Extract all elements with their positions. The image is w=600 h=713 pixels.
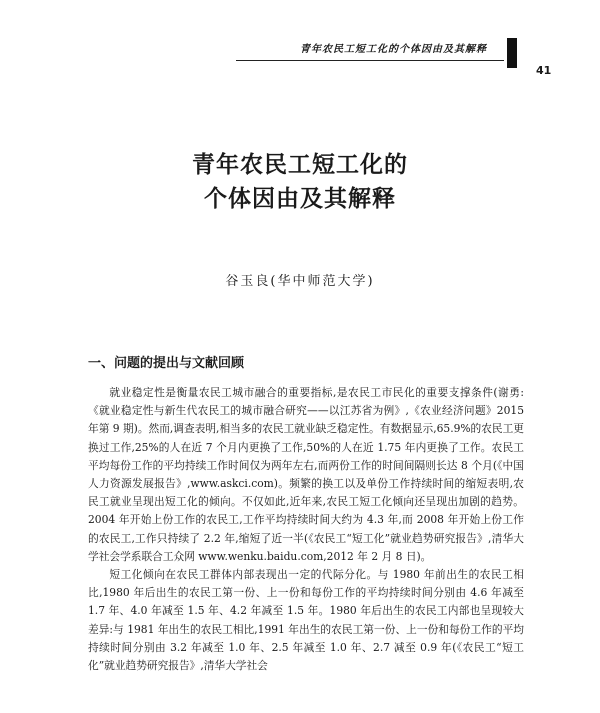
paragraph-1: 就业稳定性是衡量农民工城市融合的重要指标,是农民工市民化的重要支撑条件(谢勇:《就业稳定性与新生代农民工的城市融合研究——以江苏省为例》,《农业经济问题》2015 年第 9 期)。然而,调查表明,相当多的农民工就业缺乏稳定性。有数据显示,65.9%的农民工更换过工作,25%的人在近 7 个月内更换了工作,50%的人在近 1.75 年内更换了工作。农民工平均每份工作的平均持续工作时间仅为两年左右,而两份工作的时间间隔则长达 8 个月(《中国人力资源发展报告》,www.askci.com)。频繁的换工以及单份工作持续时间的缩短表明,农民工就业呈现出短工化的倾向。不仅如此,近年来,农民工短工化倾向还呈现出加剧的趋势。2004 年开始上份工作的农民工,工作平均持续时间大约为 4.3 年,而 2008 年开始上份工作的农民工,工作只持续了 2.2 年,缩短了近一半(《农民工“短工化”就业趋势研究报告》,清华大学社会学系联合工众网 www.wenku.baidu.com,2012 年 2 月 8 日)。 xyxy=(88,386,524,563)
title-line-2: 个体因由及其解释 xyxy=(204,185,396,212)
body-text xyxy=(88,384,524,675)
header-bar xyxy=(507,38,517,68)
paragraph-2: 短工化倾向在农民工群体内部表现出一定的代际分化。与 1980 年前出生的农民工相比,1980 年后出生的农民工第一份、上一份和每份工作的平均持续时间分别由 4.6 年减至 1.7 年、4.0 年减至 1.5 年、4.2 年减至 1.5 年。1980 年后出生的农民工内部也呈现较大差异:与 1981 年出生的农民工相比,1991 年出生的农民工第一份、上一份和每份工作的平均持续时间分别由 3.2 年减至 1.0 年、2.5 年减至 1.0 年、2.7 减至 0.9 年(《农民工“短工化”就业趋势研究报告》,清华大学社会 xyxy=(88,568,524,673)
article-title xyxy=(0,148,600,216)
title-line-1: 青年农民工短工化的 xyxy=(192,151,408,178)
author-affiliation: 谷玉良(华中师范大学) xyxy=(225,274,375,289)
section-heading: 一、问题的提出与文献回顾 xyxy=(88,356,245,371)
header-rule xyxy=(236,60,504,61)
running-head-title: 青年农民工短工化的个体因由及其解释 xyxy=(300,44,487,55)
page-number: 41 xyxy=(536,64,552,77)
